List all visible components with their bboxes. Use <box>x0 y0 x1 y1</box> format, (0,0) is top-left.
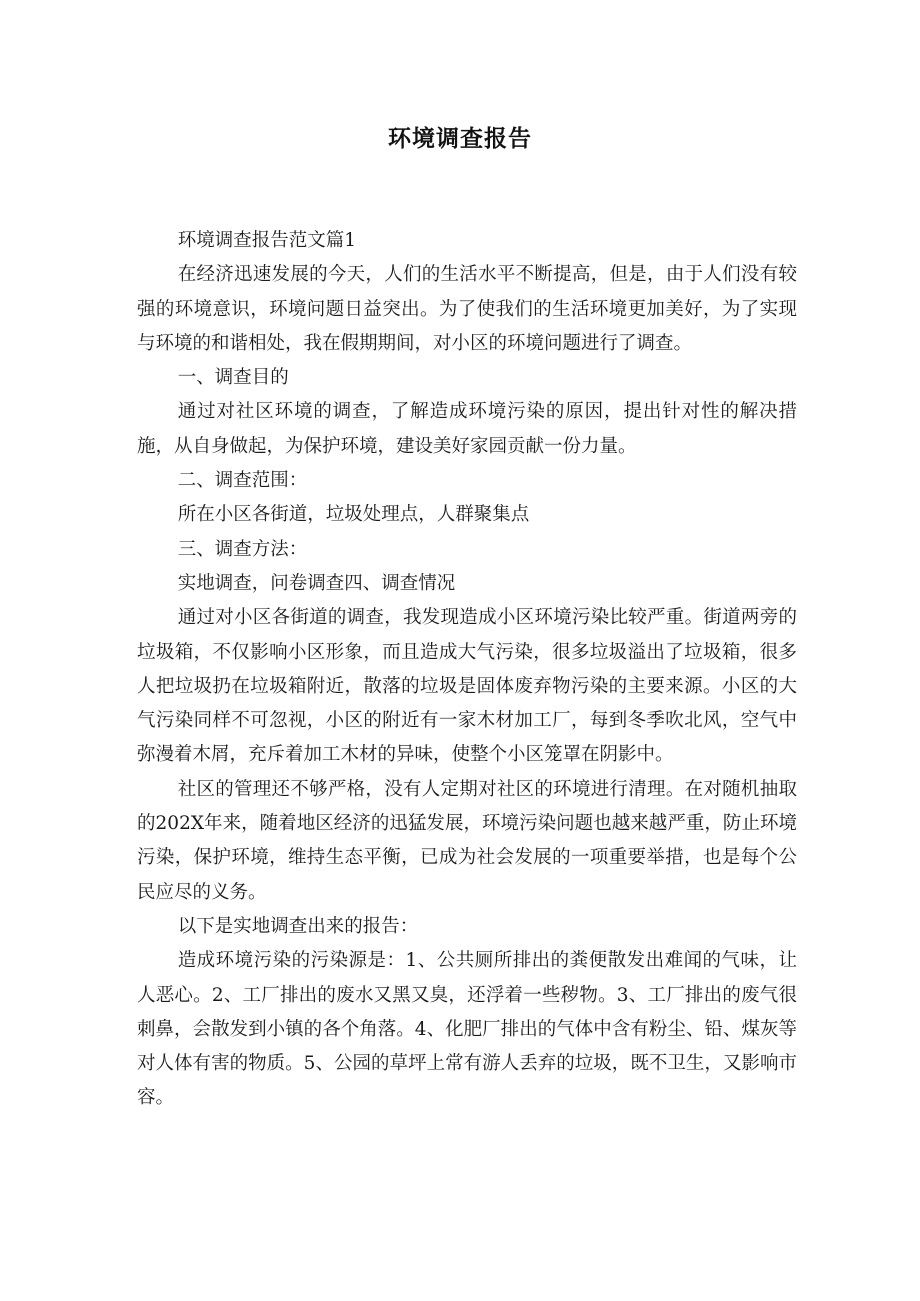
paragraph-scope: 所在小区各街道，垃圾处理点，人群聚集点 <box>177 504 530 526</box>
paragraph-heading-scope: 二、调查范围： <box>177 470 308 492</box>
paragraph-report-intro: 以下是实地调查出来的报告： <box>177 915 419 937</box>
paragraph-heading-purpose: 一、调查目的 <box>177 367 289 389</box>
paragraph-management: 社区的管理还不够严格，没有人定期对社区的环境进行清理。在对随机抽取的202X年来，随着地区经济的迅猛发展，环境污染问题也越来越严重，防止环境污染，保护环境，维持生态平衡，已成为社会发展的一项重要举措，也是每个公民应尽的义务。 <box>137 778 797 903</box>
paragraph-pollution-sources: 造成环境污染的污染源是：1、公共厕所排出的粪便散发出难闻的气味，让人恶心。2、工厂排出的废水又黑又臭，还浮着一些秽物。3、工厂排出的废气很刺鼻，会散发到小镇的各个角落。4、化肥厂排出的气体中含有粉尘、铅、煤灰等对人体有害的物质。5、公园的草坪上常有游人丢弃的垃圾，既不卫生，又影响市容。 <box>137 950 797 1109</box>
paragraph-section-heading: 环境调查报告范文篇1 <box>177 230 356 251</box>
paragraph-purpose: 通过对社区环境的调查，了解造成环境污染的原因，提出针对性的解决措施，从自身做起，为保护环境，建设美好家园贡献一份力量。 <box>137 401 797 457</box>
paragraph-intro: 在经济迅速发展的今天，人们的生活水平不断提高，但是，由于人们没有较强的环境意识，环境问题日益突出。为了使我们的生活环境更加美好，为了实现与环境的和谐相处，我在假期期间，对小区的环境问题进行了调查。 <box>137 264 797 354</box>
paragraph-heading-method: 三、调查方法： <box>177 538 308 560</box>
document-title: 环境调查报告 <box>388 126 532 152</box>
paragraph-findings: 通过对小区各街道的调查，我发现造成小区环境污染比较严重。街道两旁的垃圾箱，不仅影响小区形象，而且造成大气污染，很多垃圾溢出了垃圾箱，很多人把垃圾扔在垃圾箱附近，散落的垃圾是固体废弃物污染的主要来源。小区的大气污染同样不可忽视，小区的附近有一家木材加工厂，每到冬季吹北风，空气中弥漫着木屑，充斥着加工木材的异味，使整个小区笼罩在阴影中。 <box>137 607 797 766</box>
paragraph-method: 实地调查，问卷调查四、调查情况 <box>177 572 456 594</box>
document-body <box>137 224 797 1116</box>
